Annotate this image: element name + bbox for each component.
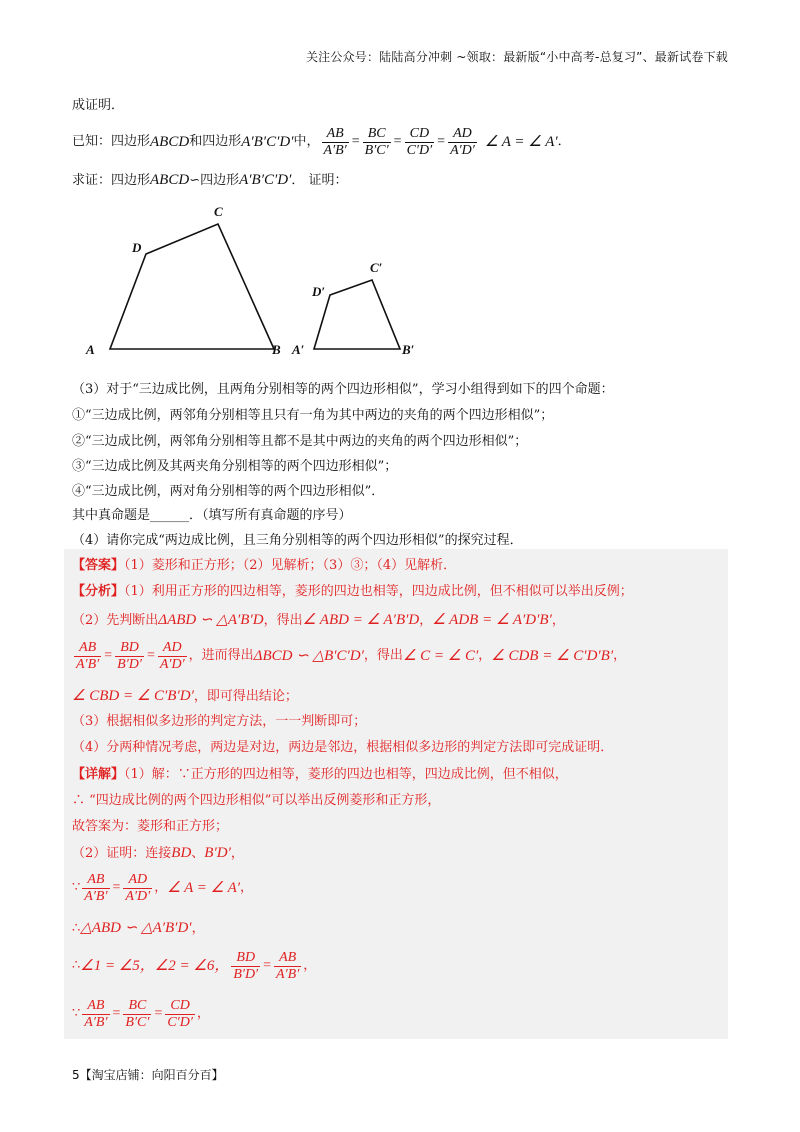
- given-prefix: 已知：四边形: [72, 134, 151, 149]
- given-mid1: 和四边形: [189, 134, 242, 149]
- detail-line-3: 故答案为：菱形和正方形；: [72, 819, 229, 834]
- given-line: 已知：四边形 ABCD 和四边形 A′B′C′D′ 中， $\frac{AB}{A'B'}$ = $\frac{BC}{B'C'}$ = $\frac{CD}{C'D'}$ = $\frac{AD}{A'D'}$ ∠ A = ∠ A′ ．: [72, 125, 571, 158]
- detail-line-8: ∵ $\frac{AB}{A'B'}$ = $\frac{BC}{B'C'}$ = $\frac{CD}{C'D'}$ ，: [72, 997, 210, 1030]
- quad-abcd: ABCD: [150, 134, 190, 150]
- proposition-1: ①“三边成比例，两邻角分别相等且只有一角为其中两边的夹角的两个四边形相似”；: [72, 408, 554, 423]
- label-a: A: [86, 342, 95, 357]
- analysis-line-2: （2）先判断出ΔABD ∽ △A′B′D，得出∠ ABD = ∠ A′B′D，∠ ADB = ∠ A′D′B′，: [72, 612, 565, 628]
- fraction-ab: $\frac{AB}{A'B'}$: [323, 125, 347, 158]
- label-d: D: [132, 240, 142, 255]
- detail-line-7: ∴ ∠1 = ∠5，∠2 = ∠6， $\frac{BD}{B'D'}$ = $\frac{AB}{A'B'}$ ，: [72, 949, 317, 982]
- continuation-text: 成证明．: [72, 98, 125, 113]
- label-d-prime: D′: [312, 284, 326, 299]
- label-c-prime: C′: [370, 260, 383, 275]
- proposition-2: ②“三边成比例，两邻角分别相等且都不是其中两边的夹角的两个四边形相似”；: [72, 434, 528, 449]
- answer-label: 【答案】: [72, 558, 125, 573]
- analysis-line-6: （4）分两种情况考虑，两边是对边，两边是邻边，根据相似多边形的判定方法即可完成证明．: [72, 740, 614, 755]
- given-mid2: 中，: [293, 134, 320, 149]
- small-quadrilateral: [314, 280, 400, 349]
- quad-abcd-prime: A′B′C′D′: [241, 134, 294, 150]
- analysis-label: 【分析】: [72, 584, 125, 599]
- label-b-prime: B′: [402, 342, 415, 357]
- part3-question: 其中真命题是______．（填写所有真命题的序号）: [72, 508, 352, 523]
- page-footer: 5【淘宝店铺：向阳百分百】: [72, 1068, 224, 1082]
- part4-question: （4）请你完成“两边成比例，且三角分别相等的两个四边形相似”的探究过程．: [72, 533, 523, 548]
- label-b: B: [272, 342, 281, 357]
- angle-a-equation: ∠ A = ∠ A′: [484, 134, 558, 150]
- prove-line: 求证：四边形ABCD∽四边形A′B′C′D′． 证明：: [72, 172, 348, 188]
- detail-line-2: ∴ “四边成比例的两个四边形相似”可以举出反例菱形和正方形，: [72, 793, 441, 808]
- detail-label: 【详解】: [72, 767, 125, 782]
- label-c: C: [214, 204, 223, 219]
- label-a-prime: A′: [292, 342, 305, 357]
- analysis-line-4: ∠ CBD = ∠ C′B′D′，即可得出结论；: [72, 688, 298, 704]
- fraction-bc: $\frac{BC}{B'C'}$: [364, 125, 389, 158]
- analysis-line-1: 【分析】（1）利用正方形的四边相等，菱形的四边也相等，四边成比例，但不相似可以举出反例；: [72, 584, 633, 599]
- analysis-line-5: （3）根据相似多边形的判定方法，一一判断即可；: [72, 714, 367, 729]
- fraction-cd: $\frac{CD}{C'D'}$: [406, 125, 433, 158]
- proposition-3: ③“三边成比例及其两夹角分别相等的两个四边形相似”；: [72, 459, 398, 474]
- detail-line-6: ∴△ABD ∽ △A′B′D′，: [72, 920, 205, 936]
- quadrilaterals-figure: [72, 196, 452, 366]
- page-header: 关注公众号：陆陆高分冲刺 ~领取：最新版“小中高考-总复习”、最新试卷下载: [305, 50, 728, 64]
- detail-line-1: 【详解】（1）解：∵正方形的四边相等，菱形的四边也相等，四边成比例，但不相似，: [72, 767, 568, 782]
- proposition-4: ④“三边成比例，两对角分别相等的两个四边形相似”．: [72, 484, 385, 499]
- answer-line: 【答案】（1）菱形和正方形；（2）见解析；（3）③；（4）见解析．: [72, 558, 457, 573]
- analysis-line-3: $\frac{AB}{A'B'}$ = $\frac{BD}{B'D'}$ = $\frac{AD}{A'D'}$ ，进而得出 ΔBCD ∽ △B′C′D′ ，得出 ∠ C = ∠ C′ ， ∠ CDB = ∠ C′D′B′ ，: [76, 639, 627, 672]
- detail-line-4: （2）证明：连接BD、B′D′，: [72, 845, 244, 861]
- fraction-ad: $\frac{AD}{A'D'}$: [450, 125, 475, 158]
- part3-intro: （3）对于“三边成比例，且两角分别相等的两个四边形相似”，学习小组得到如下的四个命题：: [72, 382, 614, 397]
- detail-line-5: ∵ $\frac{AB}{A'B'}$ = $\frac{AD}{A'D'}$ ， ∠ A = ∠ A′ ，: [72, 871, 254, 904]
